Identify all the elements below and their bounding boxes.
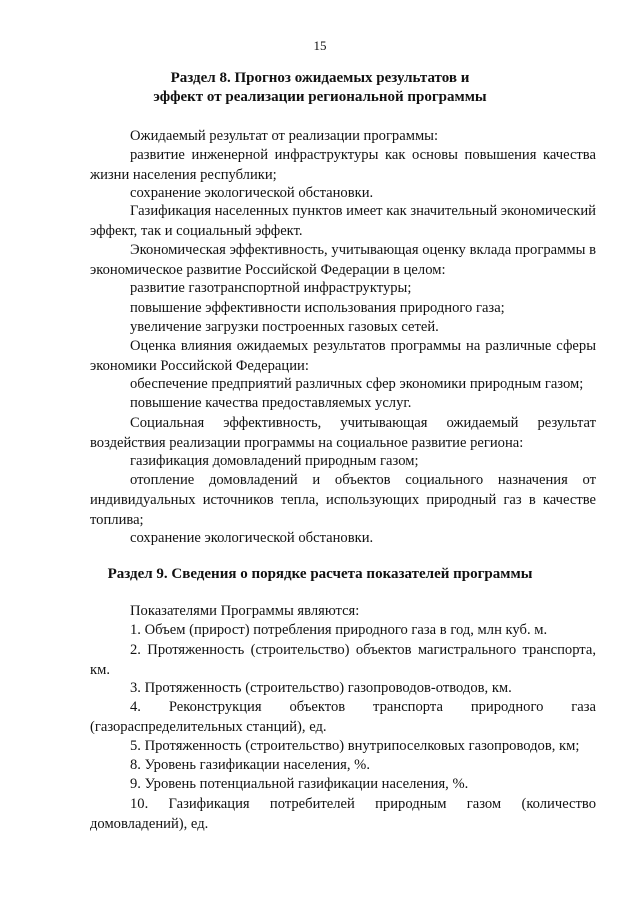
list-item: 9. Уровень потенциальной газификации населения, %.	[130, 776, 469, 792]
list-item: 4. Реконструкция объектов транспорта природного газа (газораспределительных станций), ед.	[90, 699, 596, 735]
list-item: 2. Протяженность (строительство) объектов магистрального транспорта, км.	[90, 642, 596, 678]
paragraph: отопление домовладений и объектов социального назначения от индивидуальных источников тепла, использующих природный газ в качестве топлива;	[90, 472, 596, 528]
section9-heading: Раздел 9. Сведения о порядке расчета показателей программы	[107, 566, 533, 582]
list-item: 5. Протяженность (строительство) внутрипоселковых газопроводов, км;	[130, 738, 580, 754]
list-item: 1. Объем (прирост) потребления природного газа в год, млн куб. м.	[130, 622, 548, 638]
paragraph: Оценка влияния ожидаемых результатов программы на различные сферы экономики Российской Федерации:	[90, 338, 596, 374]
paragraph: сохранение экологической обстановки.	[130, 530, 374, 546]
list-item: 8. Уровень газификации населения, %.	[130, 757, 370, 773]
paragraph: газификация домовладений природным газом;	[130, 453, 419, 469]
paragraph: Ожидаемый результат от реализации программы:	[130, 128, 439, 144]
paragraph: сохранение экологической обстановки.	[130, 185, 374, 201]
paragraph: Показателями Программы являются:	[130, 603, 360, 619]
paragraph: Экономическая эффективность, учитывающая оценку вклада программы в экономическое развитие Российской Федерации в целом:	[90, 242, 596, 278]
paragraph: развитие газотранспортной инфраструктуры;	[130, 280, 412, 296]
paragraph: Социальная эффективность, учитывающая ожидаемый результат воздействия реализации программы на социальное развитие региона:	[90, 415, 596, 451]
paragraph: повышение качества предоставляемых услуг.	[130, 395, 412, 411]
paragraph: увеличение загрузки построенных газовых сетей.	[130, 319, 439, 335]
paragraph: повышение эффективности использования природного газа;	[130, 300, 505, 316]
list-item: 3. Протяженность (строительство) газопроводов-отводов, км.	[130, 680, 512, 696]
section8-heading-line1: Раздел 8. Прогноз ожидаемых результатов и	[170, 70, 470, 86]
section8-heading-line2: эффект от реализации региональной программы	[153, 89, 487, 105]
paragraph: Газификация населенных пунктов имеет как значительный экономический эффект, так и социальный эффект.	[90, 203, 596, 239]
list-item: 10. Газификация потребителей природным газом (количество домовладений), ед.	[90, 796, 596, 832]
paragraph: развитие инженерной инфраструктуры как основы повышения качества жизни населения республики;	[90, 147, 596, 183]
page-number: 15	[313, 38, 327, 53]
paragraph: обеспечение предприятий различных сфер экономики природным газом;	[130, 376, 584, 392]
